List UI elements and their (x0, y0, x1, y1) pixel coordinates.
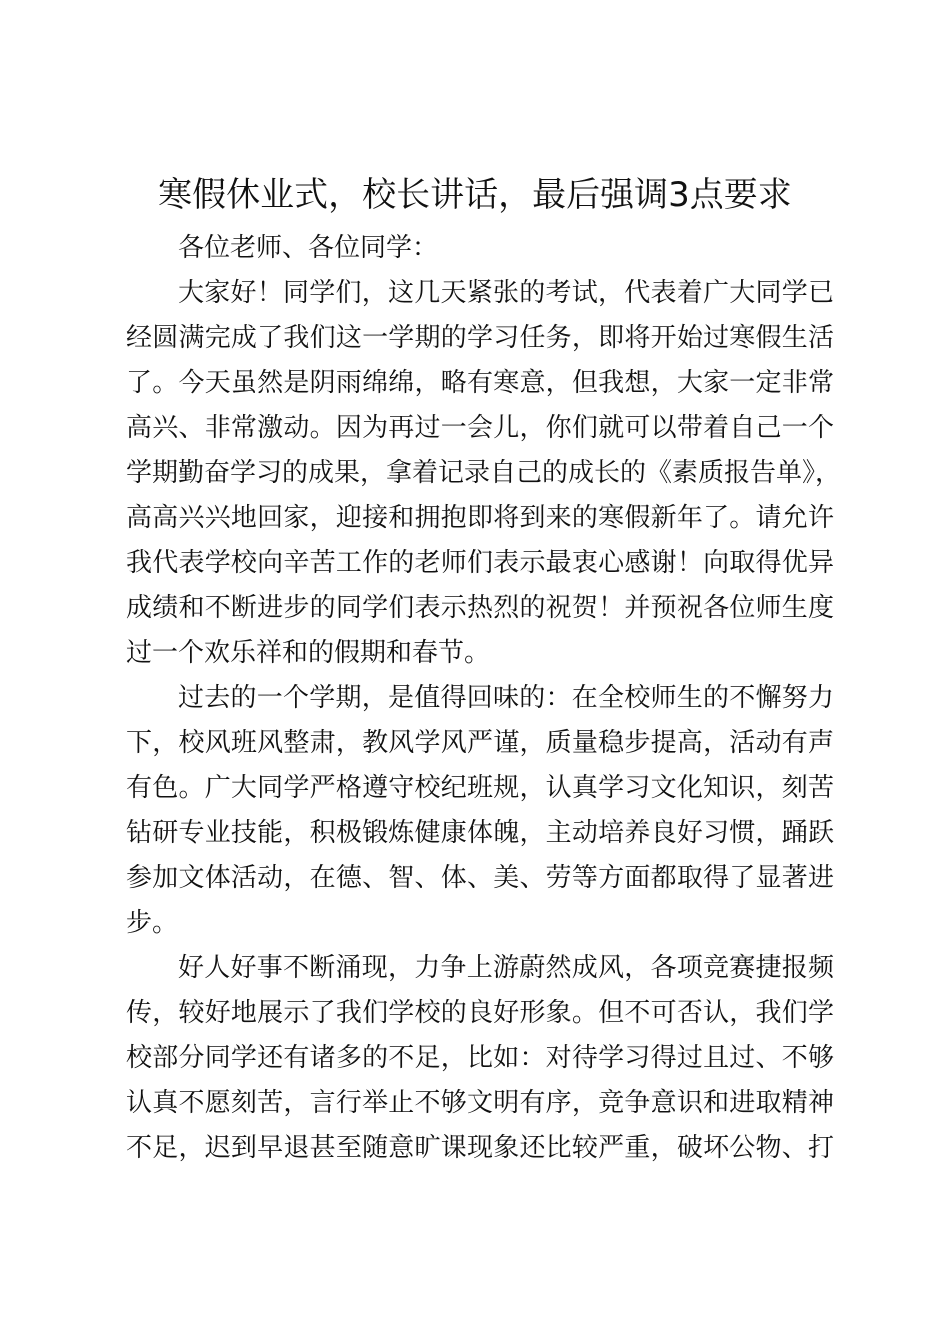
paragraph-line: 钻研专业技能，积极锻炼健康体魄，主动培养良好习惯，踊跃 (126, 818, 834, 848)
paragraph-line: 高高兴兴地回家，迎接和拥抱即将到来的寒假新年了。请允许 (126, 503, 834, 533)
paragraph-line: 成绩和不断进步的同学们表示热烈的祝贺！并预祝各位师生度 (126, 593, 834, 623)
paragraph-line: 不足，迟到早退甚至随意旷课现象还比较严重，破坏公物、打 (126, 1133, 834, 1163)
paragraph-line: 大家好！同学们，这几天紧张的考试，代表着广大同学已 (178, 278, 834, 308)
paragraph-line: 下，校风班风整肃，教风学风严谨，质量稳步提高，活动有声 (126, 728, 834, 758)
paragraph-line: 过去的一个学期，是值得回味的：在全校师生的不懈努力 (178, 683, 834, 713)
paragraph-line: 有色。广大同学严格遵守校纪班规，认真学习文化知识，刻苦 (126, 773, 834, 803)
paragraph-line: 经圆满完成了我们这一学期的学习任务，即将开始过寒假生活 (126, 323, 834, 353)
greeting (126, 226, 834, 271)
paragraph-line: 学期勤奋学习的成果，拿着记录自己的成长的《素质报告单》， (126, 458, 842, 488)
paragraph-3 (126, 946, 834, 1171)
document-body (126, 226, 842, 1171)
paragraph-line: 高兴、非常激动。因为再过一会儿，你们就可以带着自己一个 (126, 413, 834, 443)
paragraph-2 (126, 676, 834, 946)
paragraph-line: 好人好事不断涌现，力争上游蔚然成风，各项竞赛捷报频 (178, 953, 834, 983)
paragraph-line: 校部分同学还有诸多的不足，比如：对待学习得过且过、不够 (126, 1043, 834, 1073)
paragraph-1 (126, 271, 842, 676)
paragraph-line: 认真不愿刻苦，言行举止不够文明有序，竞争意识和进取精神 (126, 1088, 834, 1118)
paragraph-line: 了。今天虽然是阴雨绵绵，略有寒意，但我想，大家一定非常 (126, 368, 834, 398)
paragraph-line: 参加文体活动，在德、智、体、美、劳等方面都取得了显著进 (126, 863, 834, 893)
document-title: 寒假休业式，校长讲话，最后强调3点要求 (158, 175, 792, 215)
paragraph-line: 传，较好地展示了我们学校的良好形象。但不可否认，我们学 (126, 998, 834, 1028)
paragraph-line: 我代表学校向辛苦工作的老师们表示最衷心感谢！向取得优异 (126, 548, 834, 578)
paragraph-line: 过一个欢乐祥和的假期和春节。 (126, 638, 491, 668)
paragraph-line: 步。 (126, 908, 179, 938)
greeting-text: 各位老师、各位同学： (178, 233, 439, 263)
